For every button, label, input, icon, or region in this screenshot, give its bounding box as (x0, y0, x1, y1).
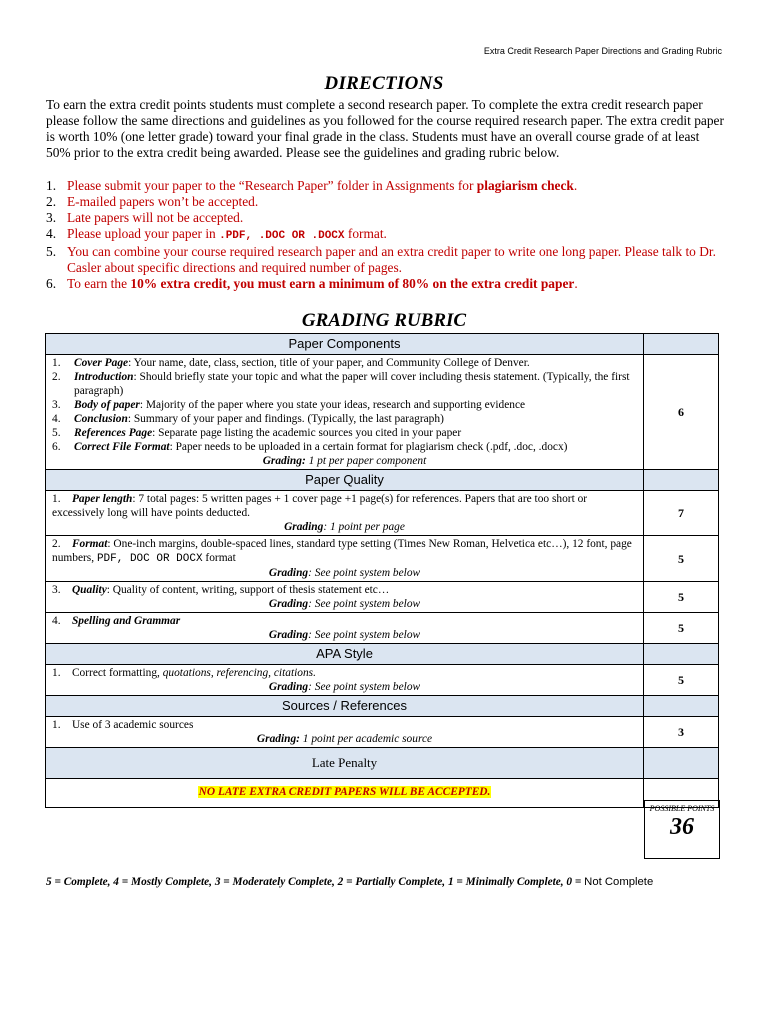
grading-note: Grading: 1 point per page (284, 521, 405, 533)
possible-points-box (644, 800, 720, 859)
table-row: 1. Use of 3 academic sources Grading: 1 point per academic source 3 (46, 717, 719, 748)
directions-intro: To earn the extra credit points students must complete a second research paper. To complete the extra credit research paper please follow the same directions and guidelines as you followed for the course required research paper. The extra credit paper is worth 10% (one letter grade) toward your final grade in the class. Students must have an overall course grade of at least 50% prior to the extra credit being awarded. Please see the guidelines and grading rubric below. (46, 97, 724, 160)
points-value: 5 (644, 613, 719, 644)
grading-note: Grading: See point system below (268, 629, 421, 641)
table-row: 1. Correct formatting, quotations, referencing, citations. Grading: See point system below 5 (46, 665, 719, 696)
table-row: 1. Paper length: 7 total pages: 5 written pages + 1 cover page +1 page(s) for references. Papers that are too short or excessively long will have points deducted. Grading: 1 point per page 7 (46, 491, 719, 536)
table-row: 4. Spelling and Grammar Grading: See point system below 5 (46, 613, 719, 644)
points-value: 5 (644, 665, 719, 696)
points-value: 6 (644, 355, 719, 470)
list-item: 6. Correct File Format: Paper needs to be uploaded in a certain format for plagiarism check (.pdf, .doc, .docx) (52, 441, 568, 453)
grading-note: Grading: 1 pt per paper component (262, 455, 427, 467)
list-item: 3. Body of paper: Majority of the paper where you state your ideas, research and supporting evidence (52, 399, 526, 411)
points-value: 5 (644, 582, 719, 613)
grading-note: Grading: See point system below (268, 681, 421, 693)
possible-points-label: POSSIBLE POINTS (649, 804, 715, 813)
paper-components-row (46, 355, 719, 470)
step-item: 6. To earn the 10% extra credit, you must earn a minimum of 80% on the extra credit paper. (46, 276, 578, 291)
point-system-legend: 5 = Complete, 4 = Mostly Complete, 3 = Moderately Complete, 2 = Partially Complete, 1 = Minimally Complete, 0 = Not Complete (46, 876, 654, 888)
late-notice: NO LATE EXTRA CREDIT PAPERS WILL BE ACCEPTED. (198, 786, 491, 798)
step-item: 5. You can combine your course required research paper and an extra credit paper to write one long paper. Please talk to Dr. Casler about specific directions and required number of pages. (46, 244, 716, 275)
table-row: 3. Quality: Quality of content, writing, support of thesis statement etc… Grading: See point system below 5 (46, 582, 719, 613)
points-value: 3 (644, 717, 719, 748)
points-value: 5 (644, 536, 719, 582)
table-row (46, 779, 719, 808)
directions-title: DIRECTIONS (324, 73, 444, 94)
grading-note: Grading: 1 point per academic source (256, 733, 433, 745)
grading-note: Grading: See point system below (268, 567, 421, 579)
table-row: 2. Format: One-inch margins, double-spaced lines, standard type setting (Times New Roman, Helvetica etc…), 12 font, page numbers, PDF, DOC OR DOCX format Grading: See point system below 5 (46, 536, 719, 582)
section-header-paper-quality: Paper Quality (46, 470, 719, 491)
step-item: 4. Please upload your paper in .PDF, .DOC OR .DOCX format. (46, 226, 387, 242)
list-item: 2. Introduction: Should briefly state your topic and what the paper will cover including thesis statement. (Typically, the first paragraph) (52, 371, 630, 397)
list-item: 5. References Page: Separate page listing the academic sources you cited in your paper (52, 427, 462, 439)
list-item: 4. Conclusion: Summary of your paper and findings. (Typically, the last paragraph) (52, 413, 444, 425)
section-header-paper-components: Paper Components (46, 334, 719, 355)
points-value: 7 (644, 491, 719, 536)
list-item: 1. Cover Page: Your name, date, class, section, title of your paper, and Community College of Denver. (52, 357, 530, 369)
section-header-apa-style: APA Style (46, 644, 719, 665)
grading-note: Grading: See point system below (268, 598, 421, 610)
step-item: 3. Late papers will not be accepted. (46, 210, 244, 225)
section-header-sources: Sources / References (46, 696, 719, 717)
step-item: 2. E-mailed papers won’t be accepted. (46, 194, 259, 209)
step-item: 1. Please submit your paper to the “Research Paper” folder in Assignments for plagiarism check. (46, 178, 578, 193)
rubric-title: GRADING RUBRIC (301, 310, 467, 331)
section-header-late-penalty: Late Penalty (46, 748, 719, 779)
header-note: Extra Credit Research Paper Directions and Grading Rubric (483, 46, 722, 56)
directions-steps (46, 178, 726, 292)
total-points: 36 (670, 814, 694, 840)
grading-rubric-table (45, 333, 719, 808)
